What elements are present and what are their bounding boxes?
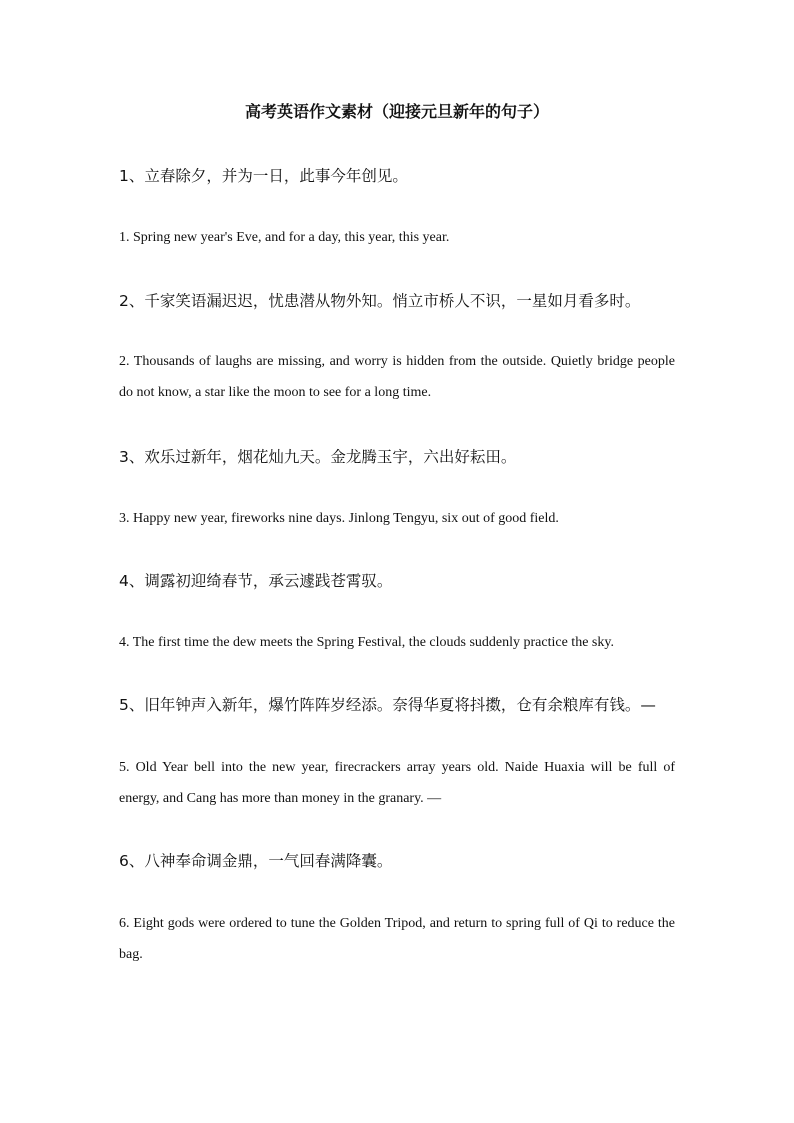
entry-4-chinese: 4、调露初迎绮春节，承云遽践苍霄驭。 xyxy=(119,572,393,590)
entry-2-english: 2. Thousands of laughs are missing, and worry is hidden from the outside. Quietly bridge people do not know, a star like the moon to see for a long time. xyxy=(119,354,675,400)
entry-3-chinese: 3、欢乐过新年，烟花灿九天。金龙腾玉宇，六出好耘田。 xyxy=(119,448,517,466)
entry-1-chinese: 1、立春除夕，并为一日，此事今年创见。 xyxy=(119,167,408,185)
document-title: 高考英语作文素材（迎接元旦新年的句子） xyxy=(244,102,549,121)
entry-6-chinese: 6、八神奉命调金鼎，一气回春满降囊。 xyxy=(119,852,393,870)
entry-2-chinese: 2、千家笑语漏迟迟，忧患潜从物外知。悄立市桥人不识，一星如月看多时。 xyxy=(119,292,641,310)
entry-3-english: 3. Happy new year, fireworks nine days. Jinlong Tengyu, six out of good field. xyxy=(119,511,559,526)
entry-6-english: 6. Eight gods were ordered to tune the Golden Tripod, and return to spring full of Qi to reduce the bag. xyxy=(119,916,675,962)
entry-4-english: 4. The first time the dew meets the Spring Festival, the clouds suddenly practice the sky. xyxy=(119,635,614,650)
entry-5-chinese: 5、旧年钟声入新年，爆竹阵阵岁经添。奈得华夏将抖擞，仓有余粮库有钱。— xyxy=(119,696,656,714)
entry-5-english: 5. Old Year bell into the new year, firecrackers array years old. Naide Huaxia will be full of energy, and Cang has more than money in the granary. — xyxy=(119,760,675,806)
entry-1-english: 1. Spring new year's Eve, and for a day, this year, this year. xyxy=(119,230,450,245)
